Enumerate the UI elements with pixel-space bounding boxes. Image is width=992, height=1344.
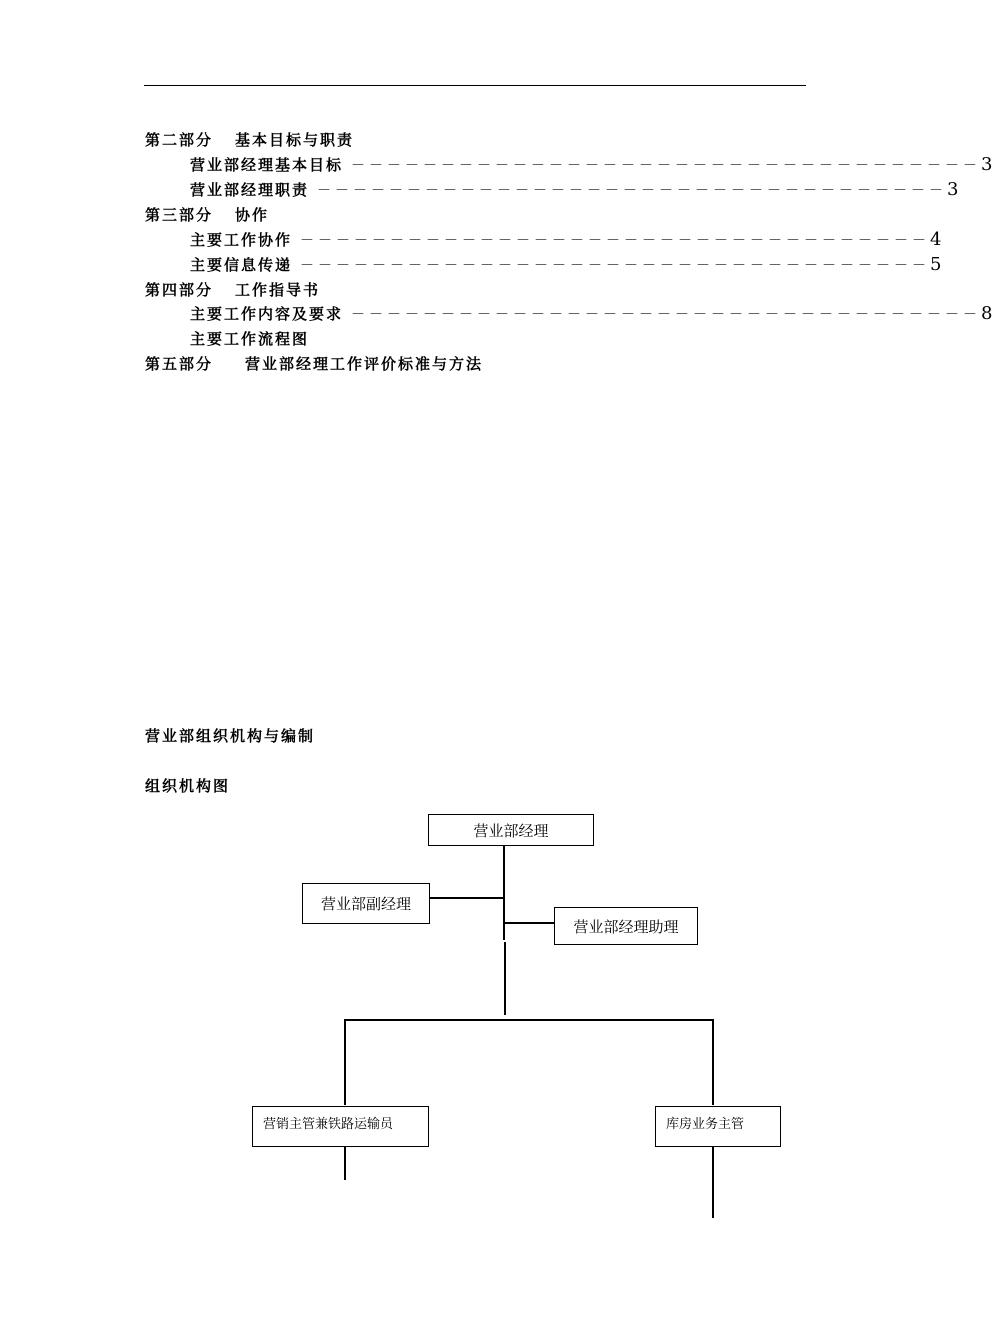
connector-line [344, 1019, 714, 1021]
toc-item-label: 营业部经理职责 [190, 181, 310, 199]
toc-item-label: 主要工作协作 [190, 231, 293, 249]
toc-part5-label: 第五部分 [145, 355, 214, 373]
toc-part3-title: 协作 [235, 206, 270, 224]
connector-line [344, 1146, 346, 1180]
section-subtitle: 组织机构图 [145, 777, 231, 795]
org-node-deputy[interactable]: 营业部副经理 [302, 883, 430, 924]
toc-leader: －－－－－－－－－－－－－－－－－－－－－－－－－－－－－－－－－－－ [351, 158, 982, 174]
connector-line [429, 897, 503, 899]
toc-part2-title: 基本目标与职责 [235, 131, 355, 149]
toc-part3-label: 第三部分 [145, 206, 214, 224]
connector-line [504, 942, 506, 1015]
connector-line [344, 1019, 346, 1105]
org-node-manager[interactable]: 营业部经理 [428, 814, 594, 846]
toc-leader: －－－－－－－－－－－－－－－－－－－－－－－－－－－－－－－－－－－ [300, 258, 931, 274]
connector-line [712, 1019, 714, 1105]
toc-page-number: 3 [947, 179, 959, 200]
toc-leader: －－－－－－－－－－－－－－－－－－－－－－－－－－－－－－－－－－－ [300, 233, 931, 249]
toc-part5-title: 营业部经理工作评价标准与方法 [245, 355, 484, 373]
toc-page-number: 8 [981, 303, 992, 324]
connector-line [712, 1146, 714, 1218]
connector-line [503, 845, 505, 940]
section-title: 营业部组织机构与编制 [145, 727, 316, 745]
toc-item-label: 主要工作内容及要求 [190, 305, 344, 323]
connector-line [504, 922, 554, 924]
toc-item-label: 主要工作流程图 [190, 330, 310, 348]
toc-item-label: 营业部经理基本目标 [190, 156, 344, 174]
toc-part2-label: 第二部分 [145, 131, 214, 149]
toc-part4-label: 第四部分 [145, 281, 214, 299]
toc-part4-title: 工作指导书 [235, 281, 321, 299]
toc-leader: －－－－－－－－－－－－－－－－－－－－－－－－－－－－－－－－－－－ [317, 183, 948, 199]
toc-item-label: 主要信息传递 [190, 256, 293, 274]
toc-page-number: 3 [981, 154, 992, 175]
toc-leader: －－－－－－－－－－－－－－－－－－－－－－－－－－－－－－－－－－－ [351, 307, 982, 323]
org-node-warehouse-supervisor[interactable]: 库房业务主管 [655, 1106, 781, 1147]
toc-page-number: 5 [930, 254, 942, 275]
toc-page-number: 4 [930, 229, 942, 250]
org-node-sales-supervisor[interactable]: 营销主管兼铁路运输员 [252, 1106, 429, 1147]
org-node-assistant[interactable]: 营业部经理助理 [554, 907, 698, 945]
